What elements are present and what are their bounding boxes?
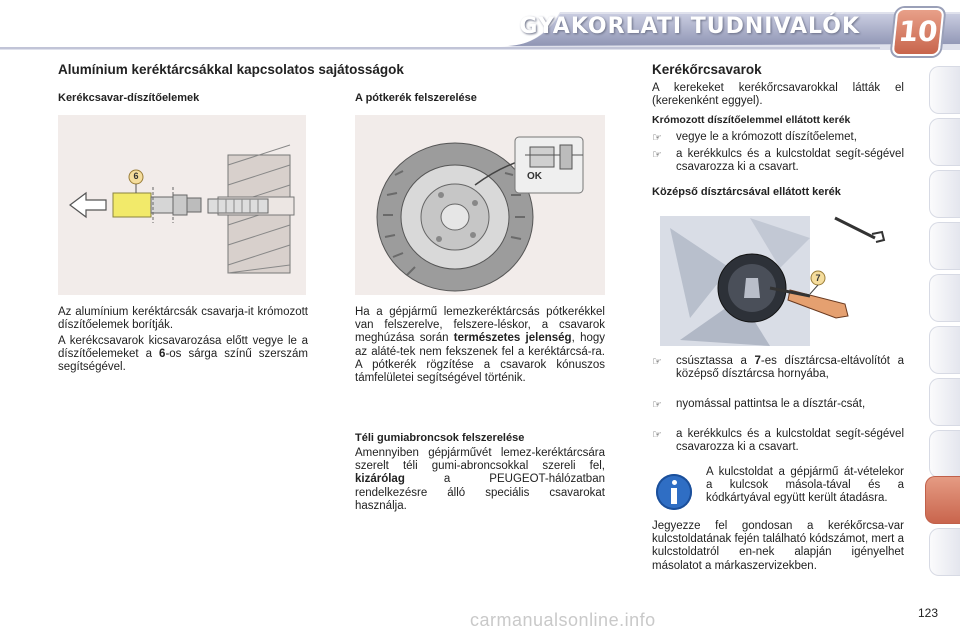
heading-spare-wheel: A pótkerék felszerelése <box>355 92 477 104</box>
chapter-tab[interactable] <box>929 66 960 114</box>
paragraph-spare-wheel: Ha a gépjármű lemezkeréktárcsás pótkerékkel van felszerelve, felszere-léskor, a csavarok meghúzása során természetes jelenség, hogy az aláté-tek nem fekszenek fel a keréktárcsá-ra. A pótkerék rögzítése a csavarok kónuszos támfelületei segítségével történik. <box>355 306 606 385</box>
figure-spare-wheel <box>355 115 605 295</box>
heading-wheel-bolt-covers: Kerékcsavar-díszítőelemek <box>58 92 200 104</box>
list-item: ☞ nyomással pattintsa le a dísztár-csát, <box>652 398 866 411</box>
header-banner <box>0 0 960 58</box>
chapter-tab[interactable] <box>929 170 960 218</box>
bolt-cover-illustration <box>58 115 306 295</box>
chapter-tab[interactable] <box>929 430 960 478</box>
heading-chrome-cover-wheel: Krómozott díszítőelemmel ellátott kerék <box>652 114 851 126</box>
paragraph-bolt-covers-2: A kerékcsavarok kicsavarozása előtt vegye le a díszítőelemeket a 6-os sárga színű szerszám segítségével. <box>58 335 309 374</box>
paragraph-note-code: Jegyezze fel gondosan a kerékőrcsa-var kulcstoldatának fején található kódszámot, mert a kulcstoldatról en-nek alapján igényelhet másolatot a márkaszervizekben. <box>652 520 904 572</box>
figure-callout-7: 7 <box>815 273 821 283</box>
list-item: ☞ a kerékkulcs és a kulcstoldat segít-ségével csavarozza ki a csavart. <box>652 148 904 174</box>
pointing-hand-icon: ☞ <box>652 428 662 441</box>
section-title-locking-bolts: Kerékőrcsavarok <box>652 62 762 77</box>
list-item: ☞ vegye le a krómozott díszítőelemet, <box>652 131 857 144</box>
figure-ok-label: OK <box>527 171 542 182</box>
yellow-tool-shape <box>113 193 151 217</box>
chapter-tab[interactable] <box>929 528 960 576</box>
chapter-tab[interactable] <box>929 326 960 374</box>
figure-bolt-cover-removal <box>58 115 306 295</box>
chapter-tab-active[interactable] <box>925 476 960 524</box>
watermark-text: carmanualsonline.info <box>470 610 656 630</box>
pointing-hand-icon: ☞ <box>652 355 662 368</box>
chapter-tab[interactable] <box>929 118 960 166</box>
heading-centre-cap-wheel: Középső dísztárcsával ellátott kerék <box>652 186 841 198</box>
chapter-tab[interactable] <box>929 222 960 270</box>
list-item: ☞ a kerékkulcs és a kulcstoldat segít-ségével csavarozza ki a csavart. <box>652 428 904 454</box>
pointing-hand-icon: ☞ <box>652 148 662 161</box>
chapter-tab[interactable] <box>929 378 960 426</box>
figure-centre-cap-removal <box>660 208 896 346</box>
list-item: ☞ csúsztassa a 7-es dísztárcsa-eltávolítót a középső dísztárcsa hornyába, <box>652 355 904 381</box>
paragraph-locking-bolts-intro: A kerekeket kerékőrcsavarokkal látták el (kerekenként eggyel). <box>652 82 904 108</box>
paragraph-info-key-adapter: A kulcstoldat a gépjármű át-vételekor a kulcsok másola-tával és a kódkártyával együtt került átadásra. <box>706 466 904 505</box>
pointing-hand-icon: ☞ <box>652 398 662 411</box>
figure-callout-6: 6 <box>133 171 139 181</box>
side-chapter-tabs <box>926 66 960 586</box>
chapter-tab[interactable] <box>929 274 960 322</box>
heading-winter-tyres: Téli gumiabroncsok felszerelése <box>355 432 525 444</box>
spare-wheel-illustration <box>355 115 605 295</box>
header-title: GYAKORLATI TUDNIVALÓK <box>519 14 860 39</box>
section-title-aluminium: Alumínium keréktárcsákkal kapcsolatos sajátosságok <box>58 62 404 77</box>
bolt-shape <box>208 199 268 213</box>
centre-cap-illustration <box>660 208 896 346</box>
page-number: 123 <box>917 606 938 620</box>
paragraph-bolt-covers-1: Az alumínium keréktárcsák csavarja-it krómozott díszítőelemek borítják. <box>58 306 308 332</box>
paragraph-winter-tyres: Amennyiben gépjárművét lemez-keréktárcsára szerelt téli gumi-abroncsokkal szereli fel, kizárólag a PEUGEOT-hálózatban rendelkezésre álló speciális csavarokat használja. <box>355 447 605 512</box>
info-icon <box>656 474 692 510</box>
pointing-hand-icon: ☞ <box>652 131 662 144</box>
chapter-number-badge: 10 <box>891 8 944 56</box>
